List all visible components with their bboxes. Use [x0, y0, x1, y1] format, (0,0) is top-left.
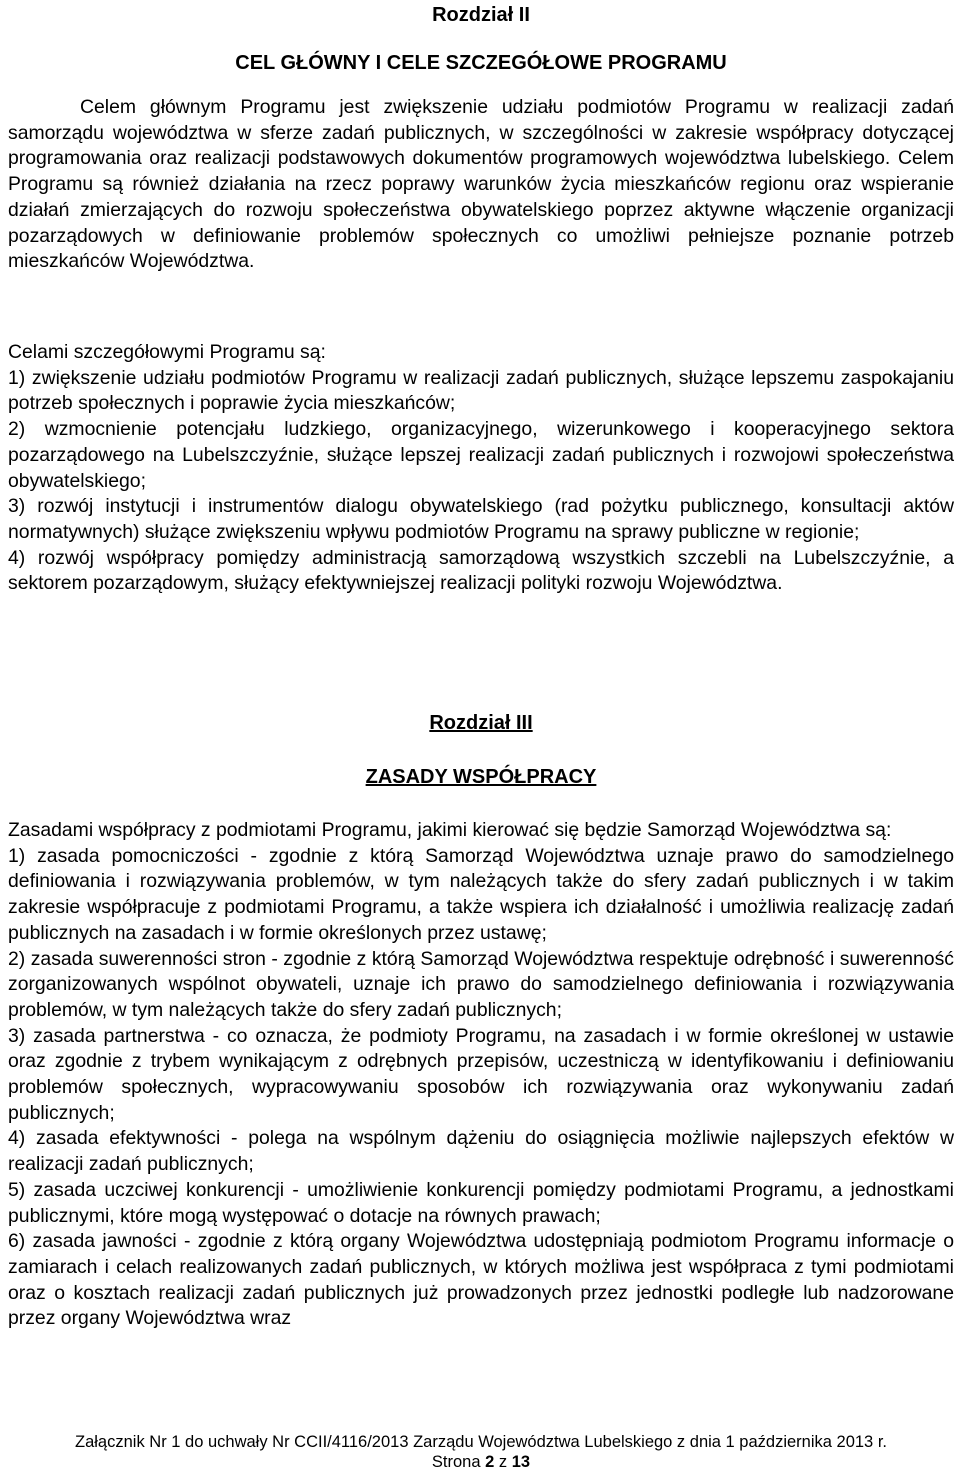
footer-attachment-note: Załącznik Nr 1 do uchwały Nr CCII/4116/2013 Zarządu Województwa Lubelskiego z dnia 1 października 2013 r.: [75, 1433, 887, 1451]
specific-goal-item: 4) rozwój współpracy pomiędzy administracją samorządową wszystkich szczebli na Lubelszczyźnie, a sektorem pozarządowym, służący efektywniejszej realizacji polityki rozwoju Województwa.: [8, 546, 954, 595]
specific-goals-intro: Celami szczegółowymi Programu są:: [8, 341, 326, 363]
chapter-2-title: CEL GŁÓWNY I CELE SZCZEGÓŁOWE PROGRAMU: [235, 52, 727, 74]
page-number: [8, 1452, 954, 1472]
page-current: 2: [485, 1453, 495, 1471]
principles-section: [8, 818, 954, 1332]
main-goal-section: [8, 95, 954, 275]
page-footer: [8, 1432, 954, 1472]
page-of: z: [498, 1453, 508, 1471]
page-word: Strona: [431, 1453, 481, 1471]
principle-item: 6) zasada jawności - zgodnie z którą organy Województwa udostępniają podmiotom Programu informacje o zamiarach i celach realizowanych zadań publicznych, w których możliwa jest współpraca z tymi podmiotami oraz o kosztach realizacji zadań publicznych już prowadzonych przez jednostki podległe lub nadzorowane przez organy Województwa wraz: [8, 1230, 954, 1330]
chapter-3-heading: Rozdział III: [429, 712, 533, 734]
page-total: 13: [511, 1453, 531, 1471]
principle-item: 3) zasada partnerstwa - co oznacza, że podmioty Programu, na zasadach i w formie określonej w ustawie oraz zgodnie z trybem wynikającym z odrębnych przepisów, uczestniczą w identyfikowaniu i definiowaniu problemów społecznych, wypracowywaniu sposobów ich rozwiązywania oraz wykonywaniu zadań publicznych;: [8, 1024, 954, 1124]
principle-item: 5) zasada uczciwej konkurencji - umożliwienie konkurencji pomiędzy podmiotami Programu, a jednostkami publicznymi, które mogą występować o dotacje na równych prawach;: [8, 1178, 954, 1227]
principle-item: 1) zasada pomocniczości - zgodnie z którą Samorząd Województwa uznaje prawo do samodzielnego definiowania i rozwiązywania problemów, w tym należących także do sfery zadań publicznych i w takim zakresie współpracuje z podmiotami Programu, a także wspiera ich działalność i umożliwia realizację zadań publicznych na zasadach i w formie określonych przez ustawę;: [8, 844, 954, 944]
document-page: [8, 0, 954, 1474]
principle-item: 4) zasada efektywności - polega na wspólnym dążeniu do osiągnięcia możliwie najlepszych efektów w realizacji zadań publicznych;: [8, 1127, 954, 1176]
chapter-3-title: ZASADY WSPÓŁPRACY: [365, 766, 597, 788]
specific-goals-section: [8, 340, 954, 597]
principles-intro: Zasadami współpracy z podmiotami Programu, jakimi kierować się będzie Samorząd Województwa są:: [8, 819, 892, 841]
specific-goal-item: 2) wzmocnienie potencjału ludzkiego, organizacyjnego, wizerunkowego i kooperacyjnego sektora pozarządowego na Lubelszczyźnie, służące lepszej realizacji zadań publicznych i rozwojowi społeczeństwa obywatelskiego;: [8, 418, 954, 492]
specific-goal-item: 3) rozwój instytucji i instrumentów dialogu obywatelskiego (rad pożytku publicznego, konsultacji aktów normatywnych) służące zwiększeniu wpływu podmiotów Programu na sprawy publiczne w regionie;: [8, 495, 954, 543]
principle-item: 2) zasada suwerenności stron - zgodnie z którą Samorząd Województwa respektuje odrębność i suwerenność zorganizowanych wspólnot obywateli, uznaje ich prawo do samodzielnego definiowania i rozwiązywania problemów, w tym należących także do sfery zadań publicznych;: [8, 947, 954, 1021]
main-goal-paragraph: Celem głównym Programu jest zwiększenie udziału podmiotów Programu w realizacji zadań samorządu województwa w sferze zadań publicznych, w szczególności w zakresie współpracy dotyczącej programowania oraz realizacji podstawowych dokumentów programowych województwa lubelskiego. Celem Programu są również działania na rzecz poprawy warunków życia mieszkańców regionu oraz wspieranie działań zmierzających do rozwoju społeczeństwa obywatelskiego poprzez aktywne włączenie organizacji pozarządowych w definiowanie problemów społecznych co umożliwi pełniejsze poznanie potrzeb mieszkańców Województwa.: [8, 96, 954, 273]
specific-goal-item: 1) zwiększenie udziału podmiotów Programu w realizacji zadań publicznych, służące lepszemu zaspokajaniu potrzeb społecznych i poprawie życia mieszkańców;: [8, 366, 954, 415]
chapter-2-heading: Rozdział II: [432, 4, 530, 26]
